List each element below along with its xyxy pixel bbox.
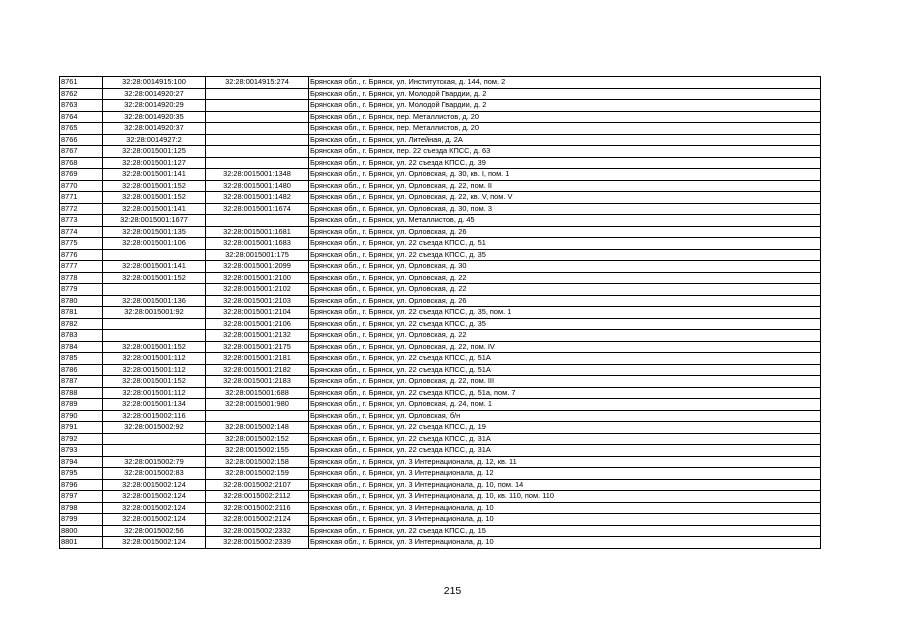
- row-number-cell: 8780: [60, 295, 103, 307]
- object-cadastral-number-cell: 32:28:0015002:155: [206, 445, 309, 457]
- object-cadastral-number-cell: 32:28:0015001:175: [206, 249, 309, 261]
- object-cadastral-number-cell: 32:28:0015001:2102: [206, 284, 309, 296]
- address-cell: Брянская обл., г. Брянск, ул. 22 съезда КПСС, д. 15: [309, 525, 821, 537]
- row-number-cell: 8769: [60, 169, 103, 181]
- row-number-cell: 8798: [60, 502, 103, 514]
- row-number-cell: 8768: [60, 157, 103, 169]
- table-row: [60, 284, 821, 296]
- row-number-cell: 8788: [60, 387, 103, 399]
- address-cell: Брянская обл., г. Брянск, ул. 22 съезда КПСС, д. 51А: [309, 353, 821, 365]
- row-number-cell: 8801: [60, 537, 103, 549]
- row-number-cell: 8792: [60, 433, 103, 445]
- address-cell: Брянская обл., г. Брянск, пер. 22 съезда КПСС, д. 63: [309, 146, 821, 158]
- address-cell: Брянская обл., г. Брянск, ул. 22 съезда КПСС, д. 35, пом. 1: [309, 307, 821, 319]
- table-row: [60, 215, 821, 227]
- address-cell: Брянская обл., г. Брянск, ул. Орловская, д. 30, пом. 3: [309, 203, 821, 215]
- cadastral-number-cell: 32:28:0015001:1677: [103, 215, 206, 227]
- object-cadastral-number-cell: 32:28:0015002:2124: [206, 514, 309, 526]
- address-cell: Брянская обл., г. Брянск, ул. 22 съезда КПСС, д. 51А: [309, 364, 821, 376]
- row-number-cell: 8781: [60, 307, 103, 319]
- address-cell: Брянская обл., г. Брянск, ул. 22 съезда КПСС, д. 35: [309, 249, 821, 261]
- table-row: [60, 468, 821, 480]
- table-row: [60, 100, 821, 112]
- address-cell: Брянская обл., г. Брянск, ул. 3 Интернационала, д. 10, кв. 110, пом. 110: [309, 491, 821, 503]
- row-number-cell: 8799: [60, 514, 103, 526]
- table-row: [60, 422, 821, 434]
- object-cadastral-number-cell: [206, 157, 309, 169]
- table-row: [60, 295, 821, 307]
- cadastral-number-cell: 32:28:0015002:83: [103, 468, 206, 480]
- row-number-cell: 8763: [60, 100, 103, 112]
- cadastral-number-cell: 32:28:0015001:152: [103, 180, 206, 192]
- cadastral-number-cell: 32:28:0015001:141: [103, 169, 206, 181]
- row-number-cell: 8789: [60, 399, 103, 411]
- cadastral-number-cell: 32:28:0015001:152: [103, 341, 206, 353]
- table-row: [60, 353, 821, 365]
- table-row: [60, 169, 821, 181]
- table-row: [60, 387, 821, 399]
- row-number-cell: 8784: [60, 341, 103, 353]
- row-number-cell: 8782: [60, 318, 103, 330]
- cadastral-number-cell: 32:28:0014920:35: [103, 111, 206, 123]
- row-number-cell: 8786: [60, 364, 103, 376]
- row-number-cell: 8766: [60, 134, 103, 146]
- object-cadastral-number-cell: [206, 123, 309, 135]
- row-number-cell: 8793: [60, 445, 103, 457]
- cadastral-number-cell: 32:28:0015001:141: [103, 203, 206, 215]
- table-row: [60, 111, 821, 123]
- object-cadastral-number-cell: [206, 410, 309, 422]
- address-cell: Брянская обл., г. Брянск, ул. Орловская, д. 22, пом. III: [309, 376, 821, 388]
- address-cell: Брянская обл., г. Брянск, ул. Орловская, д. 26: [309, 295, 821, 307]
- table-row: [60, 157, 821, 169]
- table-row: [60, 318, 821, 330]
- address-cell: Брянская обл., г. Брянск, ул. 3 Интернационала, д. 10: [309, 502, 821, 514]
- row-number-cell: 8779: [60, 284, 103, 296]
- address-cell: Брянская обл., г. Брянск, ул. Институтская, д. 144, пом. 2: [309, 77, 821, 89]
- address-cell: Брянская обл., г. Брянск, ул. Орловская, д. 30: [309, 261, 821, 273]
- row-number-cell: 8776: [60, 249, 103, 261]
- row-number-cell: 8770: [60, 180, 103, 192]
- address-cell: Брянская обл., г. Брянск, ул. 3 Интернационала, д. 10, пом. 14: [309, 479, 821, 491]
- row-number-cell: 8783: [60, 330, 103, 342]
- row-number-cell: 8791: [60, 422, 103, 434]
- table-row: [60, 192, 821, 204]
- cadastral-number-cell: 32:28:0015001:92: [103, 307, 206, 319]
- row-number-cell: 8797: [60, 491, 103, 503]
- cadastral-number-cell: 32:28:0015002:116: [103, 410, 206, 422]
- cadastral-number-cell: 32:28:0015002:56: [103, 525, 206, 537]
- object-cadastral-number-cell: [206, 146, 309, 158]
- cadastral-number-cell: [103, 249, 206, 261]
- table-row: [60, 399, 821, 411]
- object-cadastral-number-cell: [206, 215, 309, 227]
- page-number: 215: [443, 585, 462, 597]
- table-row: [60, 88, 821, 100]
- cadastral-number-cell: [103, 318, 206, 330]
- row-number-cell: 8761: [60, 77, 103, 89]
- cadastral-number-cell: [103, 445, 206, 457]
- cadastral-number-cell: [103, 330, 206, 342]
- table-row: [60, 525, 821, 537]
- row-number-cell: 8794: [60, 456, 103, 468]
- cadastral-number-cell: 32:28:0015001:152: [103, 376, 206, 388]
- object-cadastral-number-cell: [206, 88, 309, 100]
- table-row: [60, 146, 821, 158]
- object-cadastral-number-cell: 32:28:0015001:2183: [206, 376, 309, 388]
- table-row: [60, 77, 821, 89]
- address-cell: Брянская обл., г. Брянск, ул. Молодой Гвардии, д. 2: [309, 100, 821, 112]
- address-cell: Брянская обл., г. Брянск, ул. 22 съезда КПСС, д. 51: [309, 238, 821, 250]
- address-cell: Брянская обл., г. Брянск, ул. 22 съезда КПСС, д. 39: [309, 157, 821, 169]
- object-cadastral-number-cell: 32:28:0015001:1683: [206, 238, 309, 250]
- table-row: [60, 272, 821, 284]
- object-cadastral-number-cell: 32:28:0015001:2106: [206, 318, 309, 330]
- address-cell: Брянская обл., г. Брянск, ул. Литейная, д. 2А: [309, 134, 821, 146]
- address-cell: Брянская обл., г. Брянск, пер. Металлистов, д. 20: [309, 123, 821, 135]
- table-row: [60, 456, 821, 468]
- cadastral-number-cell: 32:28:0015002:79: [103, 456, 206, 468]
- cadastral-number-cell: 32:28:0015001:135: [103, 226, 206, 238]
- address-cell: Брянская обл., г. Брянск, пер. Металлистов, д. 20: [309, 111, 821, 123]
- cadastral-number-cell: 32:28:0014920:27: [103, 88, 206, 100]
- table-row: [60, 433, 821, 445]
- cadastral-number-cell: 32:28:0014915:100: [103, 77, 206, 89]
- row-number-cell: 8800: [60, 525, 103, 537]
- registry-table: [59, 76, 821, 549]
- table-row: [60, 445, 821, 457]
- cadastral-number-cell: 32:28:0015002:124: [103, 502, 206, 514]
- object-cadastral-number-cell: 32:28:0015002:2107: [206, 479, 309, 491]
- table-row: [60, 123, 821, 135]
- object-cadastral-number-cell: 32:28:0015001:1480: [206, 180, 309, 192]
- object-cadastral-number-cell: 32:28:0015001:2181: [206, 353, 309, 365]
- row-number-cell: 8785: [60, 353, 103, 365]
- table-row: [60, 238, 821, 250]
- cadastral-number-cell: 32:28:0015002:92: [103, 422, 206, 434]
- object-cadastral-number-cell: 32:28:0015001:688: [206, 387, 309, 399]
- address-cell: Брянская обл., г. Брянск, ул. 3 Интернационала, д. 10: [309, 537, 821, 549]
- address-cell: Брянская обл., г. Брянск, ул. Орловская, д. 22, кв. V, пом. V: [309, 192, 821, 204]
- address-cell: Брянская обл., г. Брянск, ул. 3 Интернационала, д. 12, кв. 11: [309, 456, 821, 468]
- table-row: [60, 502, 821, 514]
- object-cadastral-number-cell: 32:28:0015002:2339: [206, 537, 309, 549]
- object-cadastral-number-cell: 32:28:0015001:2100: [206, 272, 309, 284]
- table-row: [60, 261, 821, 273]
- address-cell: Брянская обл., г. Брянск, ул. Орловская, д. 22, пом. IV: [309, 341, 821, 353]
- cadastral-number-cell: 32:28:0014920:29: [103, 100, 206, 112]
- row-number-cell: 8773: [60, 215, 103, 227]
- object-cadastral-number-cell: 32:28:0014915:274: [206, 77, 309, 89]
- row-number-cell: 8772: [60, 203, 103, 215]
- cadastral-number-cell: 32:28:0015002:124: [103, 514, 206, 526]
- table-row: [60, 514, 821, 526]
- address-cell: Брянская обл., г. Брянск, ул. 22 съезда КПСС, д. 31А: [309, 445, 821, 457]
- table-row: [60, 203, 821, 215]
- table-row: [60, 330, 821, 342]
- object-cadastral-number-cell: 32:28:0015001:1482: [206, 192, 309, 204]
- object-cadastral-number-cell: 32:28:0015001:2104: [206, 307, 309, 319]
- object-cadastral-number-cell: 32:28:0015001:2175: [206, 341, 309, 353]
- address-cell: Брянская обл., г. Брянск, ул. Орловская, б/н: [309, 410, 821, 422]
- address-cell: Брянская обл., г. Брянск, ул. Орловская, д. 22: [309, 284, 821, 296]
- object-cadastral-number-cell: [206, 111, 309, 123]
- row-number-cell: 8767: [60, 146, 103, 158]
- object-cadastral-number-cell: 32:28:0015001:1348: [206, 169, 309, 181]
- cadastral-number-cell: [103, 433, 206, 445]
- row-number-cell: 8796: [60, 479, 103, 491]
- table-row: [60, 364, 821, 376]
- object-cadastral-number-cell: 32:28:0015001:980: [206, 399, 309, 411]
- table-row: [60, 134, 821, 146]
- table-row: [60, 249, 821, 261]
- table-row: [60, 479, 821, 491]
- object-cadastral-number-cell: 32:28:0015002:159: [206, 468, 309, 480]
- table-row: [60, 537, 821, 549]
- address-cell: Брянская обл., г. Брянск, ул. Орловская, д. 24, пом. 1: [309, 399, 821, 411]
- cadastral-number-cell: 32:28:0015002:124: [103, 479, 206, 491]
- object-cadastral-number-cell: 32:28:0015002:152: [206, 433, 309, 445]
- row-number-cell: 8778: [60, 272, 103, 284]
- row-number-cell: 8762: [60, 88, 103, 100]
- address-cell: Брянская обл., г. Брянск, ул. Орловская, д. 22, пом. II: [309, 180, 821, 192]
- cadastral-number-cell: 32:28:0015001:152: [103, 272, 206, 284]
- cadastral-number-cell: 32:28:0015002:124: [103, 491, 206, 503]
- cadastral-number-cell: 32:28:0015002:124: [103, 537, 206, 549]
- address-cell: Брянская обл., г. Брянск, ул. Орловская, д. 22: [309, 272, 821, 284]
- cadastral-number-cell: 32:28:0014920:37: [103, 123, 206, 135]
- row-number-cell: 8790: [60, 410, 103, 422]
- row-number-cell: 8765: [60, 123, 103, 135]
- object-cadastral-number-cell: 32:28:0015002:2112: [206, 491, 309, 503]
- row-number-cell: 8774: [60, 226, 103, 238]
- cadastral-number-cell: 32:28:0015001:112: [103, 353, 206, 365]
- object-cadastral-number-cell: 32:28:0015001:1681: [206, 226, 309, 238]
- object-cadastral-number-cell: 32:28:0015002:2332: [206, 525, 309, 537]
- object-cadastral-number-cell: 32:28:0015002:2116: [206, 502, 309, 514]
- object-cadastral-number-cell: 32:28:0015001:2099: [206, 261, 309, 273]
- cadastral-number-cell: 32:28:0015001:125: [103, 146, 206, 158]
- address-cell: Брянская обл., г. Брянск, ул. Орловская, д. 26: [309, 226, 821, 238]
- object-cadastral-number-cell: [206, 100, 309, 112]
- address-cell: Брянская обл., г. Брянск, ул. Молодой Гвардии, д. 2: [309, 88, 821, 100]
- registry-table-body: [60, 77, 821, 549]
- table-row: [60, 341, 821, 353]
- table-row: [60, 226, 821, 238]
- row-number-cell: 8795: [60, 468, 103, 480]
- address-cell: Брянская обл., г. Брянск, ул. Орловская, д. 30, кв. I, пом. 1: [309, 169, 821, 181]
- cadastral-number-cell: 32:28:0015001:134: [103, 399, 206, 411]
- row-number-cell: 8764: [60, 111, 103, 123]
- object-cadastral-number-cell: 32:28:0015001:2182: [206, 364, 309, 376]
- address-cell: Брянская обл., г. Брянск, ул. 22 съезда КПСС, д. 31А: [309, 433, 821, 445]
- object-cadastral-number-cell: 32:28:0015002:148: [206, 422, 309, 434]
- cadastral-number-cell: 32:28:0015001:112: [103, 387, 206, 399]
- object-cadastral-number-cell: 32:28:0015002:158: [206, 456, 309, 468]
- object-cadastral-number-cell: 32:28:0015001:2132: [206, 330, 309, 342]
- cadastral-number-cell: 32:28:0015001:141: [103, 261, 206, 273]
- table-row: [60, 180, 821, 192]
- row-number-cell: 8787: [60, 376, 103, 388]
- table-row: [60, 376, 821, 388]
- cadastral-number-cell: 32:28:0015001:136: [103, 295, 206, 307]
- address-cell: Брянская обл., г. Брянск, ул. 22 съезда КПСС, д. 19: [309, 422, 821, 434]
- cadastral-number-cell: 32:28:0014927:2: [103, 134, 206, 146]
- cadastral-number-cell: [103, 284, 206, 296]
- address-cell: Брянская обл., г. Брянск, ул. 22 съезда КПСС, д. 51а, пом. 7: [309, 387, 821, 399]
- row-number-cell: 8771: [60, 192, 103, 204]
- cadastral-number-cell: 32:28:0015001:112: [103, 364, 206, 376]
- cadastral-number-cell: 32:28:0015001:127: [103, 157, 206, 169]
- cadastral-number-cell: 32:28:0015001:152: [103, 192, 206, 204]
- address-cell: Брянская обл., г. Брянск, ул. Металлистов, д. 45: [309, 215, 821, 227]
- object-cadastral-number-cell: 32:28:0015001:1674: [206, 203, 309, 215]
- object-cadastral-number-cell: [206, 134, 309, 146]
- cadastral-number-cell: 32:28:0015001:106: [103, 238, 206, 250]
- table-row: [60, 491, 821, 503]
- row-number-cell: 8777: [60, 261, 103, 273]
- address-cell: Брянская обл., г. Брянск, ул. 3 Интернационала, д. 12: [309, 468, 821, 480]
- address-cell: Брянская обл., г. Брянск, ул. 22 съезда КПСС, д. 35: [309, 318, 821, 330]
- address-cell: Брянская обл., г. Брянск, ул. Орловская, д. 22: [309, 330, 821, 342]
- table-row: [60, 410, 821, 422]
- table-row: [60, 307, 821, 319]
- row-number-cell: 8775: [60, 238, 103, 250]
- object-cadastral-number-cell: 32:28:0015001:2103: [206, 295, 309, 307]
- address-cell: Брянская обл., г. Брянск, ул. 3 Интернационала, д. 10: [309, 514, 821, 526]
